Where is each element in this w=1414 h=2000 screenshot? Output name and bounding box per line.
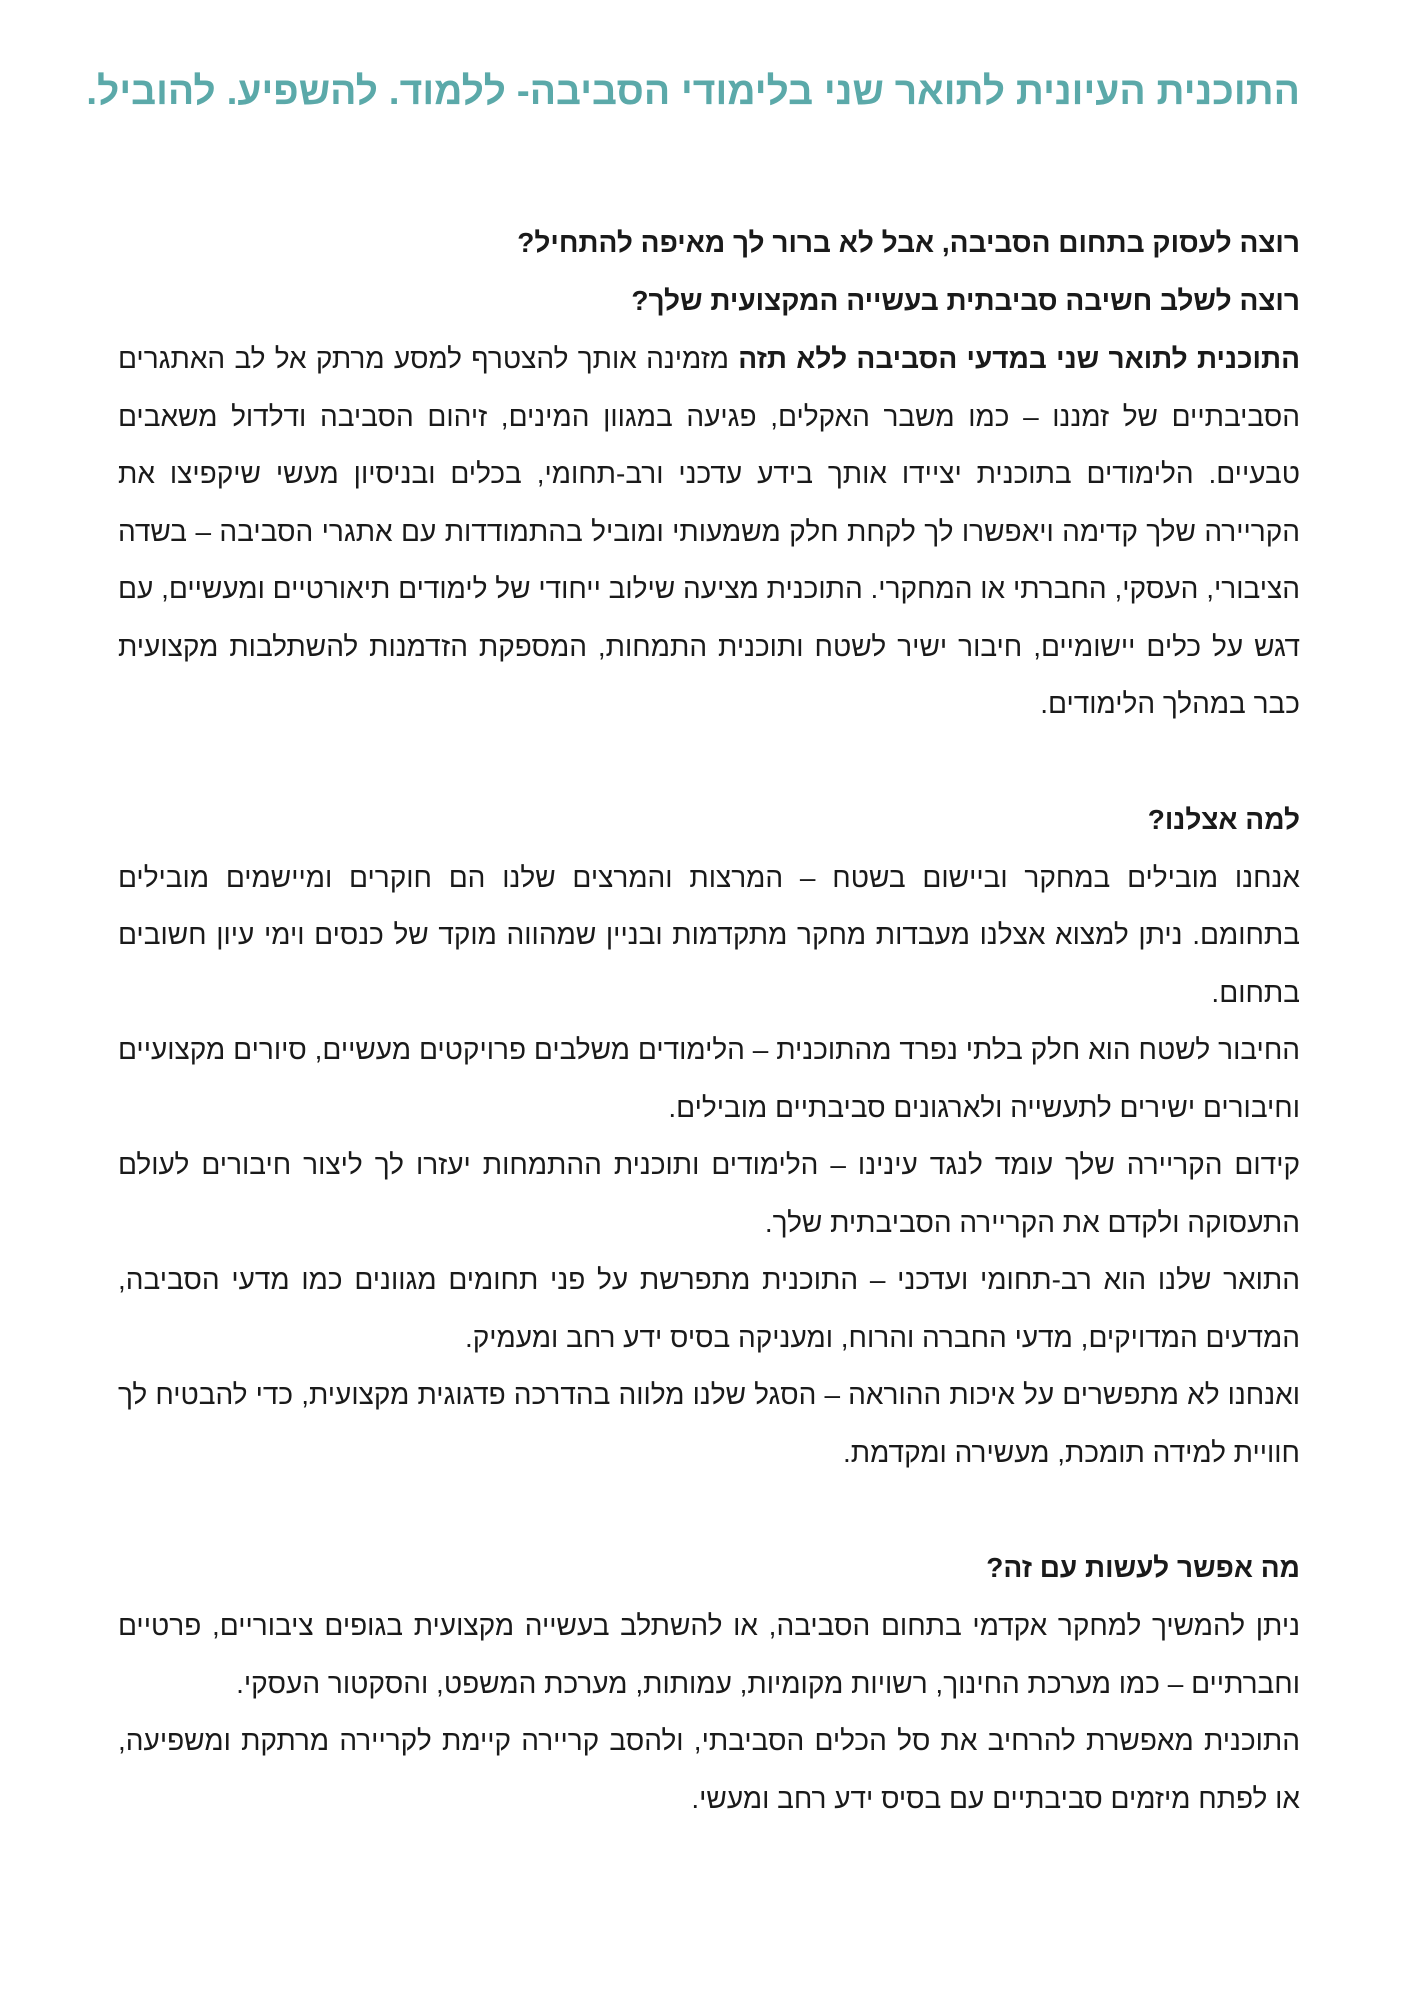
intro-question-2: רוצה לשלב חשיבה סביבתית בעשייה המקצועית שלך? [631,285,1300,316]
intro-lead-bold: התוכנית לתואר שני במדעי הסביבה ללא תזה [738,343,1300,374]
why-section [118,791,1300,1482]
intro-paragraph [118,330,1300,733]
why-paragraph-5: ואנחנו לא מתפשרים על איכות ההוראה – הסגל שלנו מלווה בהדרכה פדגוגית מקצועית, כדי להבטיח לך חוויית למידה תומכת, מעשירה ומקדמת. [118,1379,1300,1468]
why-paragraph-1: אנחנו מובילים במחקר וביישום בשטח – המרצות והמרצים שלנו הם חוקרים ומיישמים מובילים בתחומם. ניתן למצוא אצלנו מעבדות מחקר מתקדמות ובניין שמהווה מוקד של כנסים וימי עיון חשובים בתחום. [118,861,1300,1008]
document-page [86,0,1300,1827]
why-heading: למה אצלנו? [1147,803,1300,835]
why-paragraph-3: קידום הקריירה שלך עומד לנגד עינינו – הלימודים ותוכנית ההתמחות יעזרו לך ליצור חיבורים לעולם התעסוקה ולקדם את הקריירה הסביבתית שלך. [118,1149,1300,1238]
what-section [118,1539,1300,1827]
intro-section [118,214,1300,733]
page-title: התוכנית העיונית לתואר שני בלימודי הסביבה- ללמוד. להשפיע. להוביל. [86,70,1300,113]
what-paragraph-2: התוכנית מאפשרת להרחיב את סל הכלים הסביבתי, ולהסב קריירה קיימת לקריירה מרתקת ומשפיעה, או לפתח מיזמים סביבתיים עם בסיס ידע רחב ומעשי. [118,1725,1300,1814]
intro-question-1: רוצה לעסוק בתחום הסביבה, אבל לא ברור לך מאיפה להתחיל? [517,227,1300,258]
what-heading: מה אפשר לעשות עם זה? [986,1552,1300,1583]
what-paragraph-1: ניתן להמשיך למחקר אקדמי בתחום הסביבה, או להשתלב בעשייה מקצועית בגופים ציבוריים, פרטיים וחברתיים – כמו מערכת החינוך, רשויות מקומיות, עמותות, מערכת המשפט, והסקטור העסקי. [118,1610,1300,1699]
why-paragraph-2: החיבור לשטח הוא חלק בלתי נפרד מהתוכנית – הלימודים משלבים פרויקטים מעשיים, סיורים מקצועיים וחיבורים ישירים לתעשייה ולארגונים סביבתיים מובילים. [118,1034,1300,1123]
why-paragraph-4: התואר שלנו הוא רב-תחומי ועדכני – התוכנית מתפרשת על פני תחומים מגוונים כמו מדעי הסביבה, המדעים המדויקים, מדעי החברה והרוח, ומעניקה בסיס ידע רחב ומעמיק. [118,1264,1300,1353]
intro-lead-text: מזמינה אותך להצטרף למסע מרתק אל לב האתגרים הסביבתיים של זמננו – כמו משבר האקלים, פגיעה במגוון המינים, זיהום הסביבה ודלדול משאבים טבעיים. הלימודים בתוכנית יציידו אותך בידע עדכני ורב-תחומי, בכלים ובניסיון מעשי שיקפיצו את הקריירה שלך קדימה ויאפשרו לך לקחת חלק משמעותי ומוביל בהתמודדות עם אתגרי הסביבה – בשדה הציבורי, העסקי, החברתי או המחקרי. התוכנית מציעה שילוב ייחודי של לימודים תיאורטיים ומעשיים, עם דגש על כלים יישומיים, חיבור ישיר לשטח ותוכנית התמחות, המספקת הזדמנות להשתלבות מקצועית כבר במהלך הלימודים. [118,343,1300,719]
